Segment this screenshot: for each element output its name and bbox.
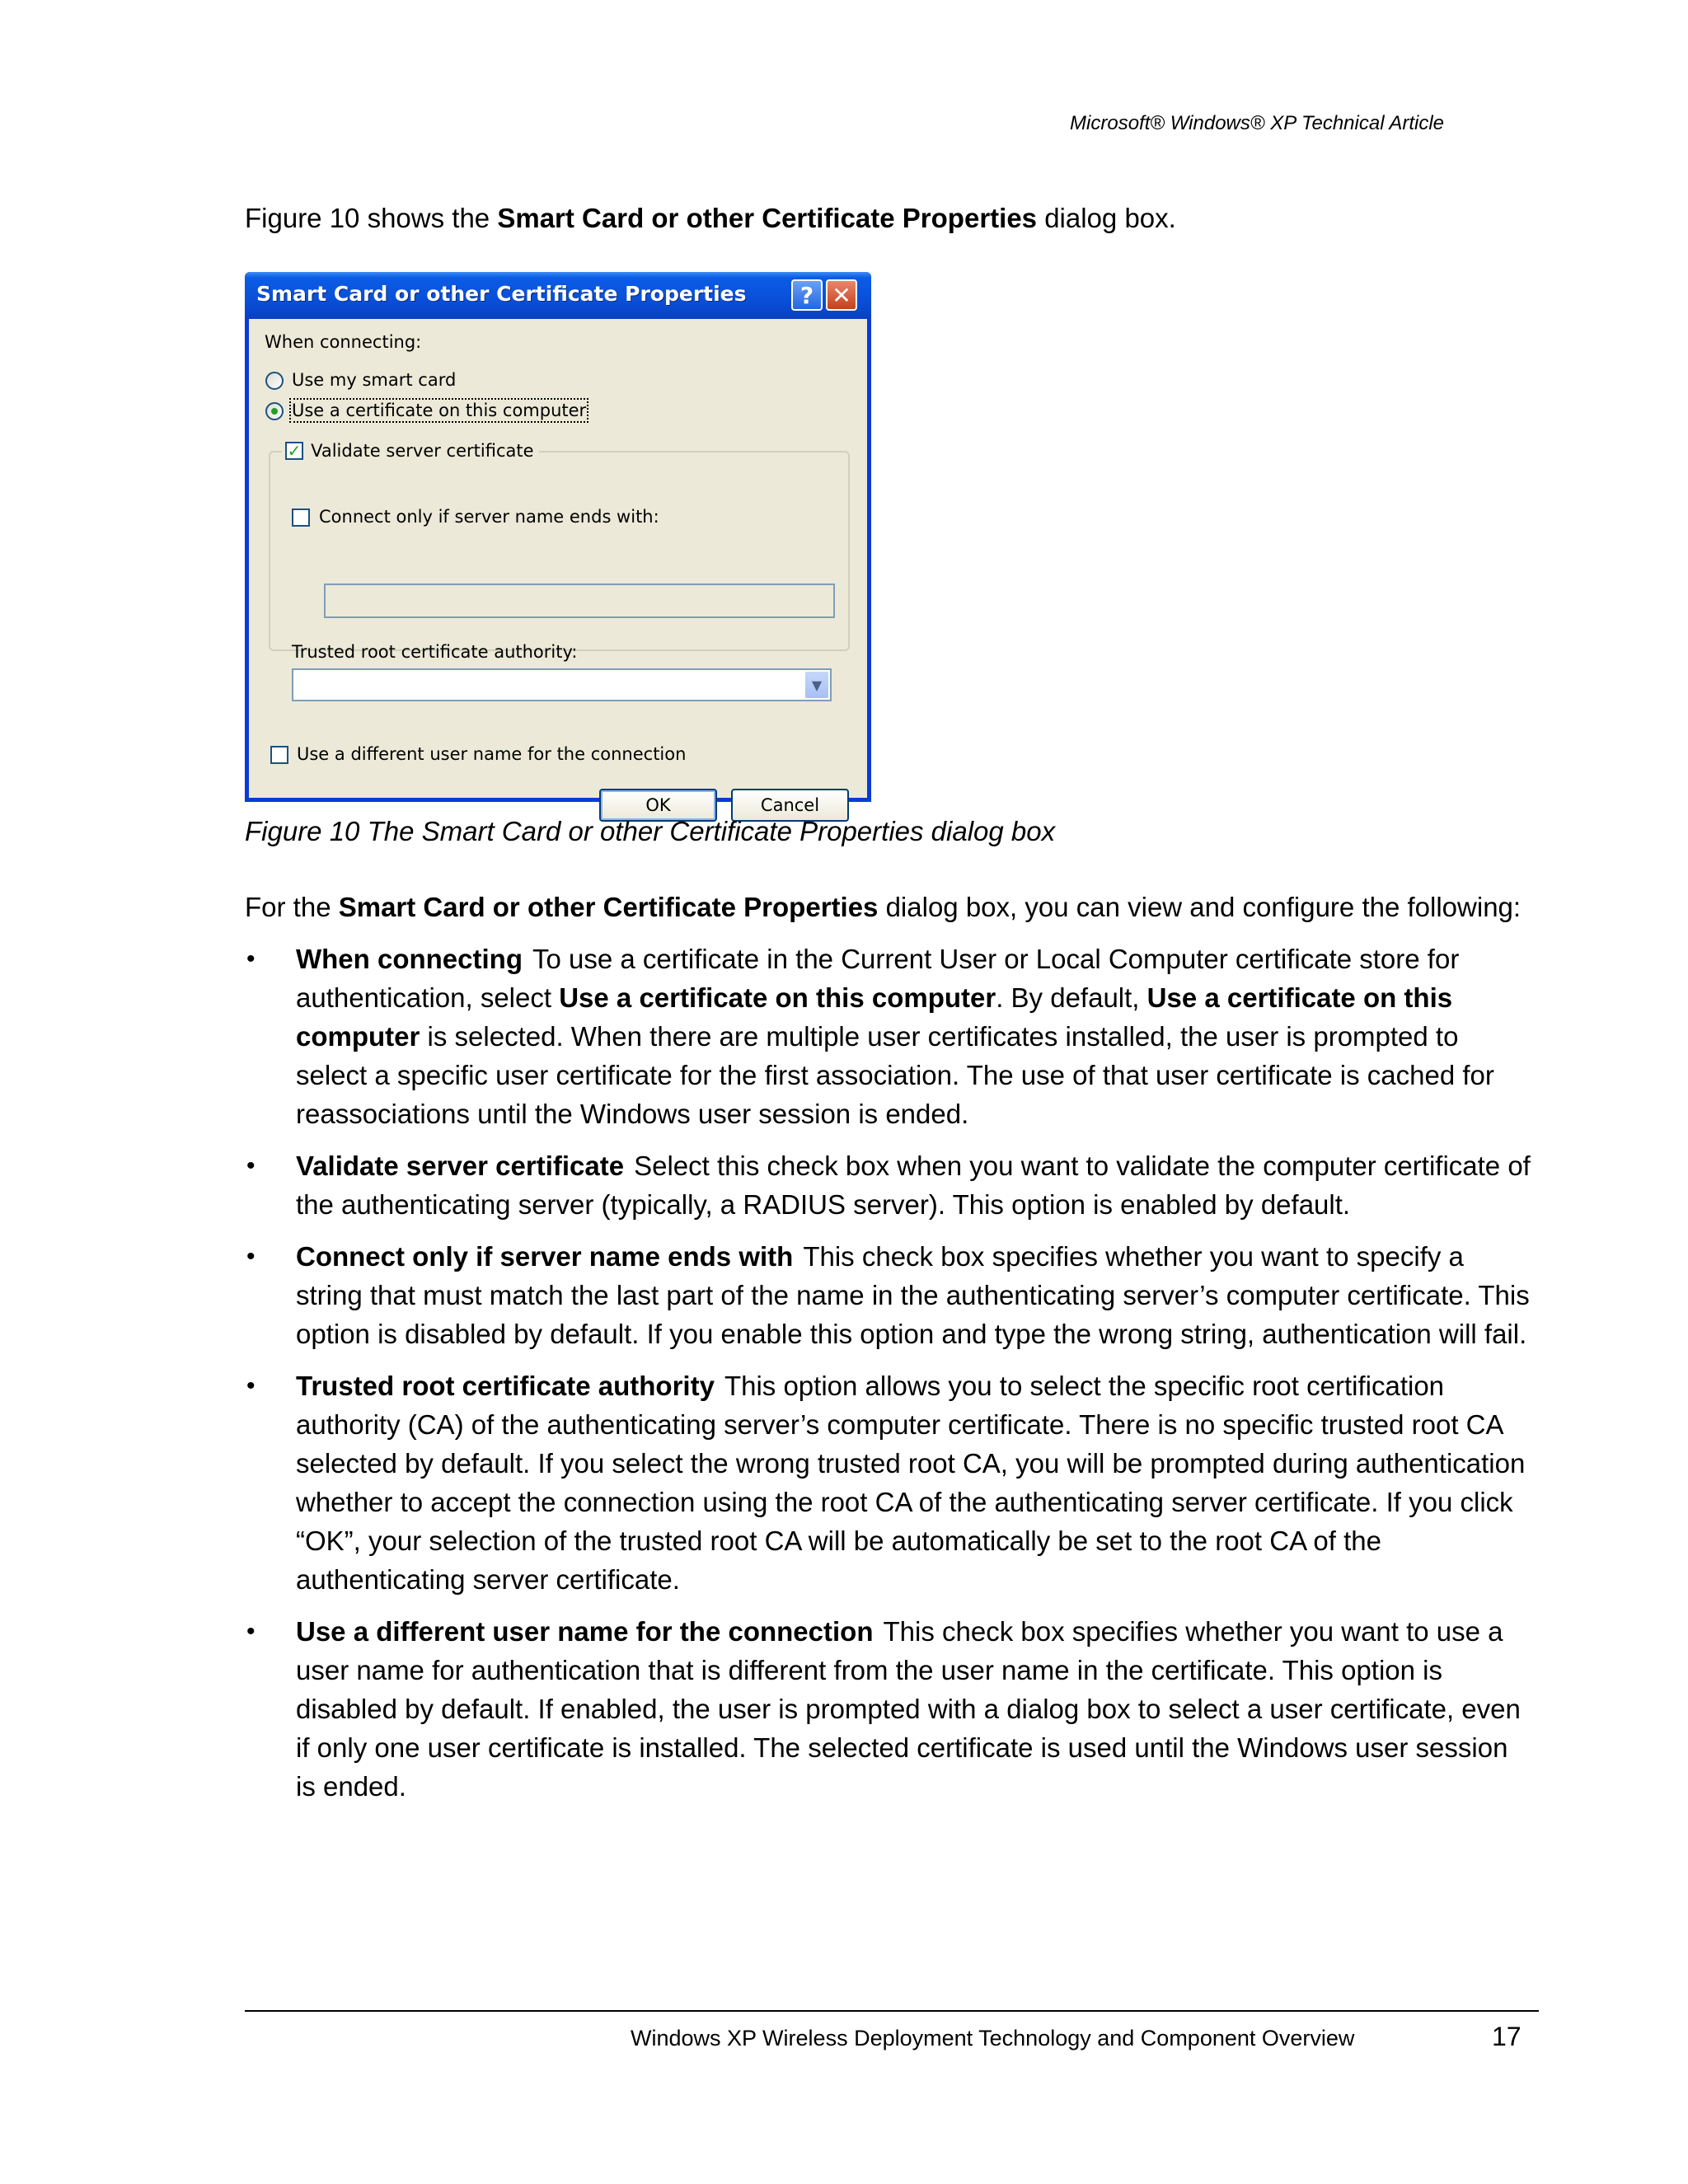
bold-run: Use a certificate on this computer (296, 982, 1453, 1052)
list-item-text (296, 1146, 1531, 1224)
running-header: Microsoft® Windows® XP Technical Article (1070, 112, 1444, 134)
bullet-icon: • (246, 1243, 256, 1270)
validate-server-label[interactable]: Validate server certificate (311, 441, 534, 461)
close-button[interactable] (826, 279, 857, 311)
trusted-root-select[interactable] (292, 668, 832, 701)
connect-only-label[interactable]: Connect only if server name ends with: (319, 507, 659, 527)
bullet-icon: • (246, 1618, 256, 1645)
smart-card-radio[interactable] (265, 372, 284, 390)
text-run: To use a certificate in the Current User or Local Computer certificate store for authentication, select (296, 944, 1460, 1013)
bullet-icon: • (246, 945, 256, 972)
text-run: This check box specifies whether you want to specify a string that must match the last part of the name in the authenticating server’s computer certificate. This option is disabled by default. If you enable this option and type the wrong string, authentication will fail. (296, 1241, 1530, 1349)
text-run: This option allows you to select the specific root certification authority (CA) of the authenticating server’s computer certificate. There is no specific trusted root CA selected by default. If you select the wrong trusted root CA, you will be prompted during authentication whether to accept the connection using the root CA of the authenticating server certificate. If you click “OK”, your selection of the trusted root CA will be automatically be set to the root CA of the authenticating server certificate. (296, 1371, 1526, 1595)
certificate-radio[interactable] (265, 402, 284, 420)
list-item-text (296, 1612, 1531, 1806)
footer-title: Windows XP Wireless Deployment Technology and Component Overview (631, 2026, 1355, 2050)
text-run: . By default, (996, 982, 1147, 1013)
list-item (245, 940, 1531, 1133)
bullet-icon: • (246, 1372, 256, 1399)
term: Connect only if server name ends with (296, 1241, 794, 1272)
for-prefix: For the (245, 892, 339, 922)
bullet-icon: • (246, 1152, 256, 1179)
list-item-text (296, 1237, 1531, 1353)
intro-suffix: dialog box. (1037, 203, 1176, 233)
different-user-checkbox[interactable] (270, 746, 288, 764)
bold-run: Use a certificate on this computer (559, 982, 996, 1013)
figure-caption: Figure 10 The Smart Card or other Certificate Properties dialog box (245, 816, 1056, 846)
list-item (245, 1366, 1531, 1599)
chevron-down-icon[interactable]: ▼ (805, 672, 828, 698)
list-item (245, 1237, 1531, 1353)
when-connecting-label: When connecting: (265, 332, 422, 352)
term: When connecting (296, 944, 523, 974)
options-list (245, 940, 1531, 1819)
list-item (245, 1146, 1531, 1224)
text-run: Select this check box when you want to validate the computer certificate of the authenticating server (typically, a RADIUS server). This option is enabled by default. (296, 1151, 1531, 1220)
certificate-radio-label[interactable]: Use a certificate on this computer (292, 401, 587, 420)
help-icon: ? (799, 281, 814, 309)
for-suffix: dialog box, you can view and configure the following: (878, 892, 1522, 922)
footer-divider (245, 2010, 1539, 2012)
page-number: 17 (1492, 2022, 1522, 2051)
connect-only-checkbox[interactable] (292, 509, 310, 527)
intro-paragraph (245, 203, 1176, 234)
validate-legend (282, 441, 539, 464)
term: Trusted root certificate authority (296, 1371, 715, 1401)
text-run: This check box specifies whether you want to use a user name for authentication that is different from the user name in the certificate. This option is disabled by default. If enabled, the user is prompted with a dialog box to select a user certificate, even if only one user certificate is installed. The selected certificate is used until the Windows user session is ended. (296, 1616, 1521, 1802)
for-paragraph (245, 892, 1521, 923)
list-item-text (296, 1366, 1531, 1599)
term: Use a different user name for the connection (296, 1616, 874, 1647)
smart-card-radio-label[interactable]: Use my smart card (292, 370, 457, 390)
text-run: is selected. When there are multiple user certificates installed, the user is prompted to select a specific user certificate for the first association. The use of that user certificate is cached for reassociations until the Windows user session is ended. (296, 1021, 1494, 1129)
help-button[interactable] (791, 279, 823, 311)
cancel-button[interactable]: Cancel (731, 789, 849, 822)
dialog-titlebar (245, 272, 871, 319)
validate-groupbox (269, 451, 850, 651)
list-item-text (296, 940, 1531, 1133)
close-icon: ✕ (832, 281, 851, 309)
for-bold: Smart Card or other Certificate Properties (338, 892, 879, 922)
server-name-input[interactable] (324, 583, 835, 618)
intro-prefix: Figure 10 shows the (245, 203, 498, 233)
different-user-label[interactable]: Use a different user name for the connection (297, 744, 687, 764)
dialog-title: Smart Card or other Certificate Properties (256, 282, 747, 306)
intro-bold: Smart Card or other Certificate Properties (497, 203, 1038, 233)
term: Validate server certificate (296, 1151, 625, 1181)
trusted-root-label: Trusted root certificate authority: (292, 642, 578, 662)
validate-server-checkbox[interactable] (285, 442, 303, 460)
list-item (245, 1612, 1531, 1806)
certificate-properties-dialog (245, 272, 871, 815)
check-icon: ✓ (287, 441, 302, 461)
ok-button[interactable]: OK (599, 789, 717, 822)
dialog-body (249, 319, 867, 815)
